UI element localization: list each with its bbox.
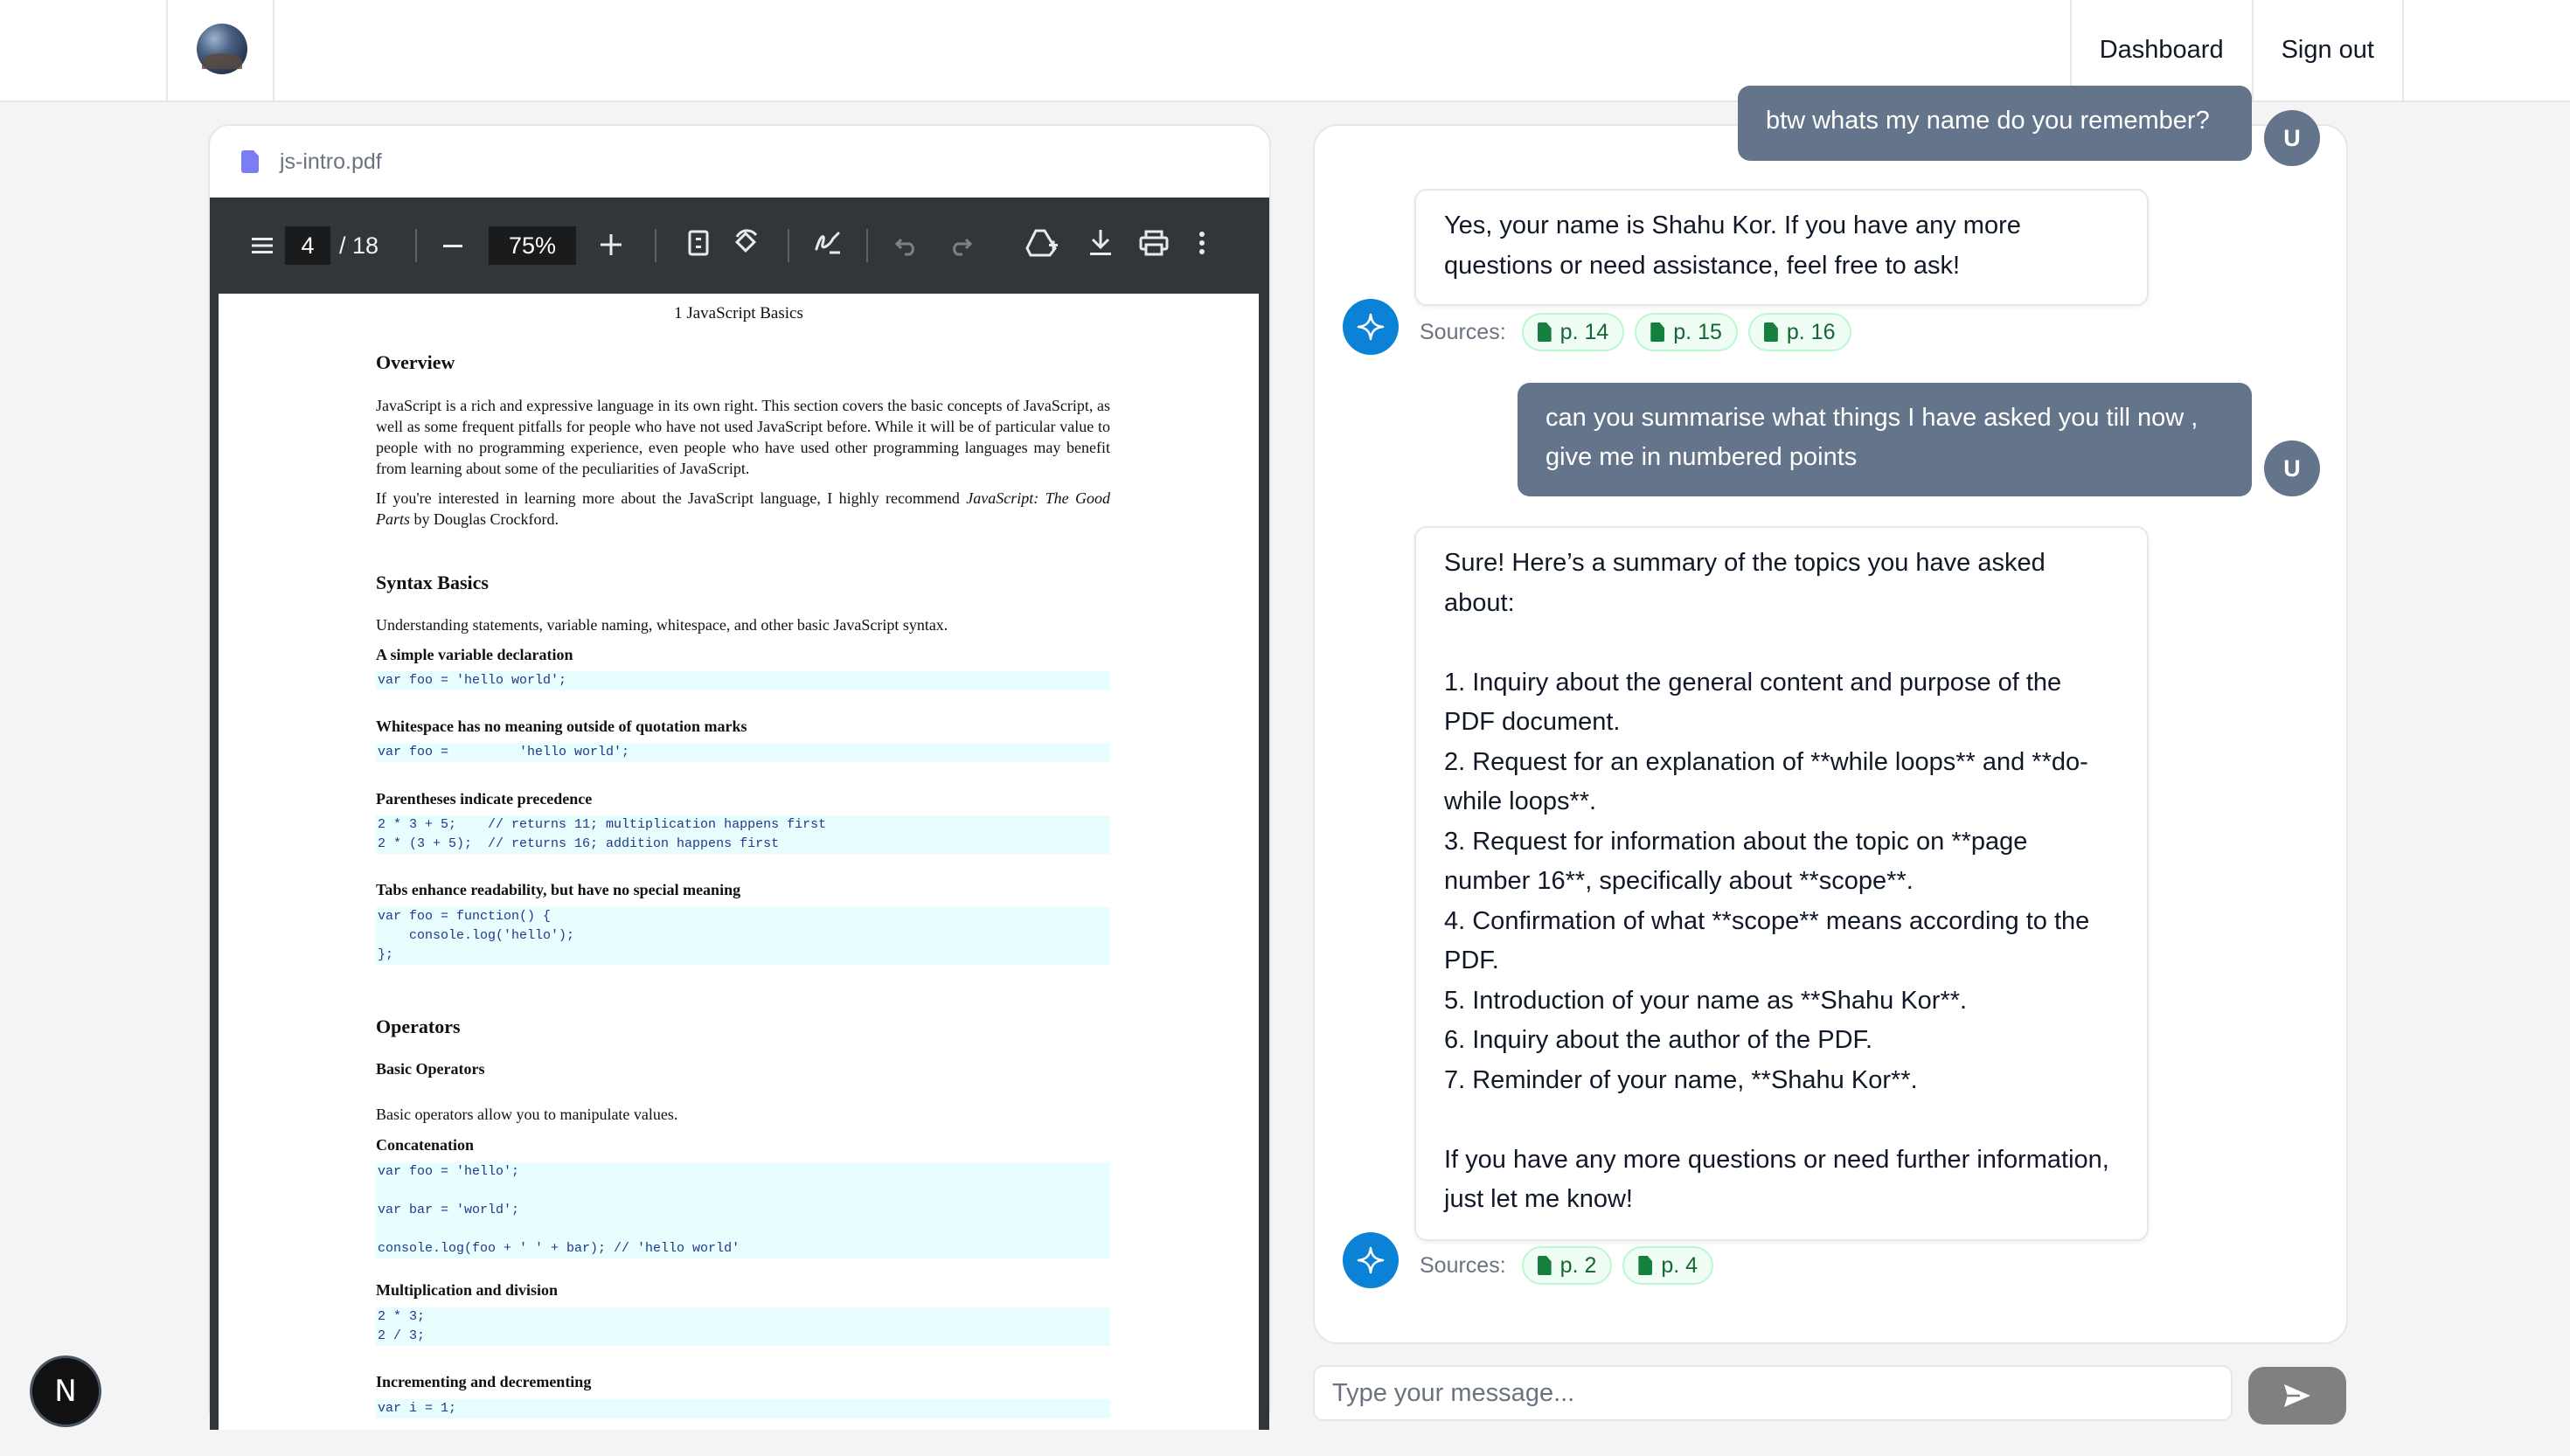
user-avatar: U bbox=[2264, 110, 2320, 166]
download-icon[interactable] bbox=[1088, 230, 1113, 261]
paragraph: JavaScript is a rich and expressive language in its own right. This section covers the basic concepts of JavaScript, as well as some frequent pitfalls for people who have not used JavaScript before. While it will be of particular value to people with no programming experience, even people who have used other programming languages may benefit from learning about some of the peculiarities of JavaScript. bbox=[376, 397, 1110, 477]
send-icon bbox=[2282, 1383, 2312, 1409]
source-page: p. 16 bbox=[1786, 319, 1836, 344]
section-heading: Syntax Basics bbox=[376, 572, 489, 593]
source-page: p. 14 bbox=[1559, 319, 1609, 344]
source-chip[interactable] bbox=[1522, 1246, 1613, 1285]
paragraph: Basic operators allow you to manipulate values. bbox=[376, 1106, 678, 1123]
subsection-heading: Basic Operators bbox=[376, 1060, 485, 1078]
rotate-icon[interactable] bbox=[732, 228, 761, 263]
sources-label: Sources: bbox=[1420, 1252, 1506, 1278]
source-page: p. 4 bbox=[1661, 1252, 1698, 1278]
toolbar-divider bbox=[866, 229, 868, 262]
example-heading: Incrementing and decrementing bbox=[376, 1373, 592, 1390]
section-heading: Overview bbox=[376, 351, 455, 373]
document-icon bbox=[1764, 322, 1778, 342]
assistant-avatar bbox=[1343, 299, 1399, 355]
pdf-viewer bbox=[210, 198, 1269, 1430]
drive-icon[interactable] bbox=[1025, 229, 1059, 262]
code-block: var foo = 'hello'; var bar = 'world'; console.log(foo + ' ' + bar); // 'hello world' bbox=[376, 1162, 1110, 1258]
code-block: var foo = 'hello world'; bbox=[376, 671, 1110, 690]
dashboard-link[interactable]: Dashboard bbox=[2070, 0, 2252, 101]
message-input[interactable] bbox=[1313, 1365, 2233, 1421]
pdf-panel bbox=[208, 124, 1271, 1428]
code-block: 2 * 3 + 5; // returns 11; multiplication happens first 2 * (3 + 5); // returns 16; addition happens first bbox=[376, 815, 1110, 854]
sign-out-link[interactable]: Sign out bbox=[2252, 0, 2404, 101]
avatar[interactable] bbox=[197, 24, 247, 74]
undo-icon[interactable] bbox=[894, 231, 919, 260]
chat-panel bbox=[1313, 107, 2348, 1344]
page-total: / 18 bbox=[339, 232, 379, 259]
document-icon bbox=[1538, 1256, 1552, 1275]
assistant-message: Sure! Here’s a summary of the topics you have asked about: 1. Inquiry about the general content and purpose of the PDF document. 2. Request for an explanation of **while loops** and **do-while loops**. 3. Request for information about the topic on **page number 16**, specifically about **scope**. 4. Confirmation of what **scope** means according to the PDF. 5. Introduction of your name as **Shahu Kor**. 6. Inquiry about the author of the PDF. 7. Reminder of your name, **Shahu Kor**. If you have any more questions or need further information, just let me know! bbox=[1414, 526, 2149, 1241]
zoom-out-icon[interactable] bbox=[443, 231, 462, 260]
more-options-icon[interactable] bbox=[1198, 231, 1205, 260]
source-chip[interactable] bbox=[1635, 313, 1738, 351]
toolbar-divider bbox=[415, 229, 417, 262]
paragraph-text: If you're interested in learning more about the JavaScript language, I highly recommend bbox=[376, 489, 967, 507]
example-heading: Parentheses indicate precedence bbox=[376, 790, 593, 808]
pdf-toolbar bbox=[210, 198, 1269, 294]
code-block: var foo = 'hello world'; bbox=[376, 743, 1110, 762]
print-icon[interactable] bbox=[1139, 230, 1169, 261]
pdf-page bbox=[219, 294, 1259, 1430]
menu-icon[interactable] bbox=[252, 231, 273, 260]
example-heading: Tabs enhance readability, but have no special meaning bbox=[376, 881, 741, 898]
book-title: JavaScript: The Good Parts bbox=[376, 489, 1110, 528]
document-icon bbox=[1650, 322, 1664, 342]
sources-label: Sources: bbox=[1420, 319, 1506, 344]
source-page: p. 15 bbox=[1673, 319, 1722, 344]
section-heading: Operators bbox=[376, 1016, 461, 1037]
fit-page-icon[interactable] bbox=[688, 230, 709, 261]
example-heading: A simple variable declaration bbox=[376, 646, 573, 663]
example-heading: Multiplication and division bbox=[376, 1281, 559, 1299]
source-chip[interactable] bbox=[1522, 313, 1625, 351]
user-message: can you summarise what things I have asked you till now , give me in numbered points bbox=[1518, 383, 2252, 496]
pdf-file-header bbox=[210, 126, 1269, 198]
code-block: var foo = function() { console.log('hello'); }; bbox=[376, 907, 1110, 965]
paragraph-text: by Douglas Crockford. bbox=[410, 510, 559, 528]
toolbar-divider bbox=[655, 229, 656, 262]
source-chip[interactable] bbox=[1748, 313, 1851, 351]
send-button[interactable] bbox=[2248, 1367, 2346, 1425]
assistant-message: Yes, your name is Shahu Kor. If you have any more questions or need assistance, feel free to ask! bbox=[1414, 189, 2149, 306]
source-page: p. 2 bbox=[1559, 1252, 1597, 1278]
code-block: var i = 1; bbox=[376, 1399, 1110, 1418]
assistant-avatar bbox=[1343, 1232, 1399, 1288]
page-number-input[interactable]: 4 bbox=[285, 226, 330, 265]
example-heading: Concatenation bbox=[376, 1136, 474, 1154]
source-chip[interactable] bbox=[1622, 1246, 1713, 1285]
n-badge-button[interactable]: N bbox=[32, 1358, 99, 1425]
paragraph: Understanding statements, variable naming, whitespace, and other basic JavaScript syntax. bbox=[376, 616, 948, 634]
example-heading: Whitespace has no meaning outside of quotation marks bbox=[376, 718, 747, 735]
zoom-in-icon[interactable] bbox=[601, 231, 622, 260]
paragraph bbox=[376, 488, 1110, 530]
document-icon bbox=[1538, 322, 1552, 342]
sources-row bbox=[1420, 313, 1862, 351]
redo-icon[interactable] bbox=[948, 231, 973, 260]
code-block: 2 * 3; 2 / 3; bbox=[376, 1307, 1110, 1346]
zoom-level[interactable]: 75% bbox=[489, 226, 576, 265]
pdf-filename: js-intro.pdf bbox=[280, 149, 382, 174]
sparkle-icon bbox=[1356, 312, 1386, 342]
sparkle-icon bbox=[1356, 1245, 1386, 1275]
draw-icon[interactable] bbox=[814, 230, 842, 261]
document-icon bbox=[1638, 1256, 1652, 1275]
page-header: 1 JavaScript Basics bbox=[674, 304, 803, 322]
toolbar-divider bbox=[788, 229, 789, 262]
user-message: btw whats my name do you remember? bbox=[1738, 86, 2252, 161]
user-avatar: U bbox=[2264, 440, 2320, 496]
file-icon bbox=[241, 150, 259, 173]
profile-avatar-cell[interactable] bbox=[166, 0, 274, 101]
sources-row bbox=[1420, 1246, 1724, 1285]
